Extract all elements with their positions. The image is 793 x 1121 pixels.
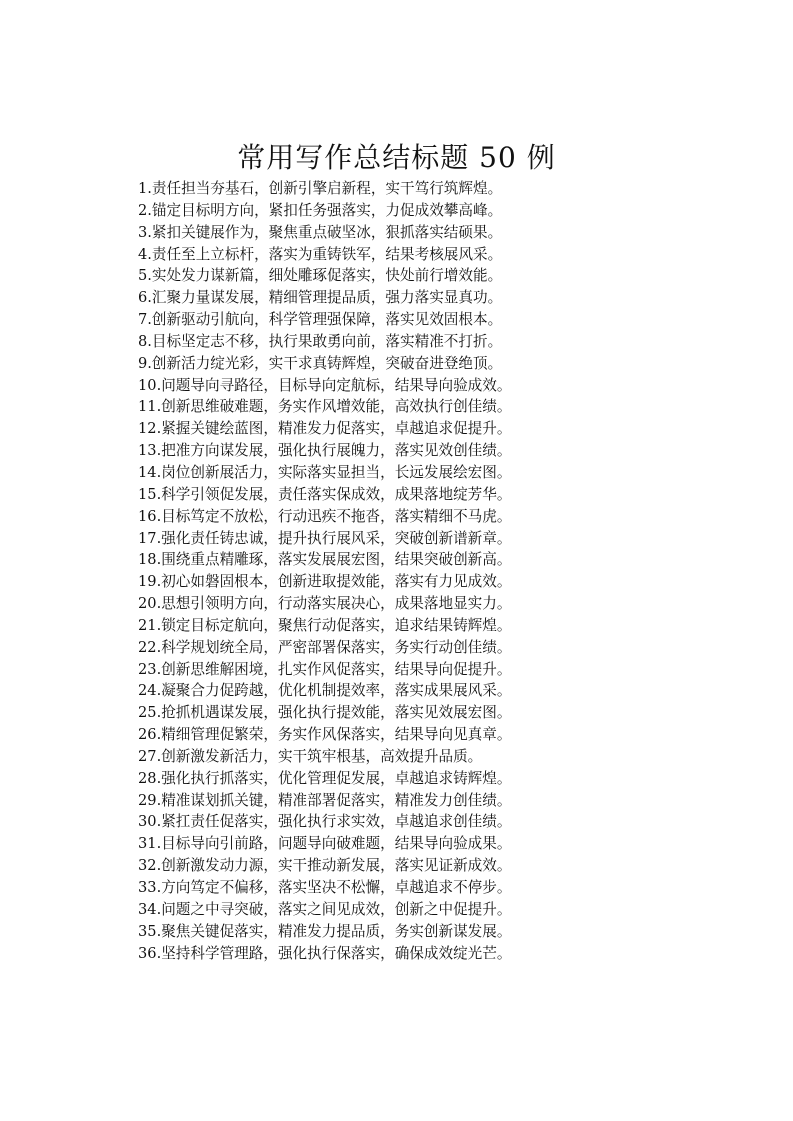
list-item: 13.把准方向谋发展，强化执行展魄力，落实见效创佳绩。 [138,442,512,460]
list-item: 26.精细管理促繁荣，务实作风保落实，结果导向见真章。 [138,726,512,744]
list-item: 15.科学引领促发展，责任落实保成效，成果落地绽芳华。 [138,485,512,503]
list-item: 17.强化责任铸忠诚，提升执行展风采，突破创新谱新章。 [138,529,512,547]
list-item: 28.强化执行抓落实，优化管理促发展，卓越追求铸辉煌。 [138,769,512,787]
list-item: 21.锁定目标定航向，聚焦行动促落实，追求结果铸辉煌。 [138,616,512,634]
list-item: 36.坚持科学管理路，强化执行保落实，确保成效绽光芒。 [138,944,512,962]
list-item: 23.创新思维解困境，扎实作风促落实，结果导向促提升。 [138,660,512,678]
list-item: 19.初心如磐固根本，创新进取提效能，落实有力见成效。 [138,573,512,591]
list-item: 22.科学规划统全局，严密部署保落实，务实行动创佳绩。 [138,638,512,656]
title-text: 常用写作总结标题 50 例 [237,141,556,174]
list-item: 20.思想引领明方向，行动落实展决心，成果落地显实力。 [138,595,512,613]
list-item: 34.问题之中寻突破，落实之间见成效，创新之中促提升。 [138,900,512,918]
list-item: 18.围绕重点精雕琢，落实发展展宏图，结果突破创新高。 [138,551,512,569]
list-item: 8.目标坚定志不移，执行果敢勇向前，落实精准不打折。 [138,332,503,350]
list-item: 7.创新驱动引航向，科学管理强保障，落实见效固根本。 [138,311,503,329]
title-list [138,178,511,964]
list-item: 32.创新激发动力源，实干推动新发展，落实见证新成效。 [138,857,512,875]
list-item: 3.紧扣关键展作为，聚焦重点破坚冰，狠抓落实结硕果。 [138,223,503,241]
list-item: 5.实处发力谋新篇，细处雕琢促落实，快处前行增效能。 [138,267,503,285]
list-item: 9.创新活力绽光彩，实干求真铸辉煌，突破奋进登绝顶。 [138,354,503,372]
list-item: 2.锚定目标明方向，紧扣任务强落实，力促成效攀高峰。 [138,201,503,219]
list-item: 12.紧握关键绘蓝图，精准发力促落实，卓越追求促提升。 [138,420,512,438]
list-item: 30.紧扛责任促落实，强化执行求实效，卓越追求创佳绩。 [138,813,512,831]
list-item: 24.凝聚合力促跨越，优化机制提效率，落实成果展风采。 [138,682,512,700]
list-item: 27.创新激发新活力，实干筑牢根基，高效提升品质。 [138,747,483,765]
list-item: 6.汇聚力量谋发展，精细管理提品质，强力落实显真功。 [138,289,503,307]
list-item: 1.责任担当夯基石，创新引擎启新程，实干笃行筑辉煌。 [138,180,503,197]
list-item: 14.岗位创新展活力，实际落实显担当，长远发展绘宏图。 [138,463,512,481]
list-item: 16.目标笃定不放松，行动迅疾不拖沓，落实精细不马虎。 [138,507,512,525]
list-item: 4.责任至上立标杆，落实为重铸铁军，结果考核展风采。 [138,245,503,263]
list-item: 29.精准谋划抓关键，精准部署促落实，精准发力创佳绩。 [138,791,512,809]
document-title [0,136,793,180]
list-item: 31.目标导向引前路，问题导向破难题，结果导向验成果。 [138,835,512,853]
list-item: 33.方向笃定不偏移，落实坚决不松懈，卓越追求不停步。 [138,879,512,896]
list-item: 25.抢抓机遇谋发展，强化执行提效能，落实见效展宏图。 [138,704,512,722]
list-item: 35.聚焦关键促落实，精准发力提品质，务实创新谋发展。 [138,922,512,940]
list-item: 10.问题导向寻路径，目标导向定航标，结果导向验成效。 [138,376,512,394]
list-item: 11.创新思维破难题，务实作风增效能，高效执行创佳绩。 [138,398,512,416]
